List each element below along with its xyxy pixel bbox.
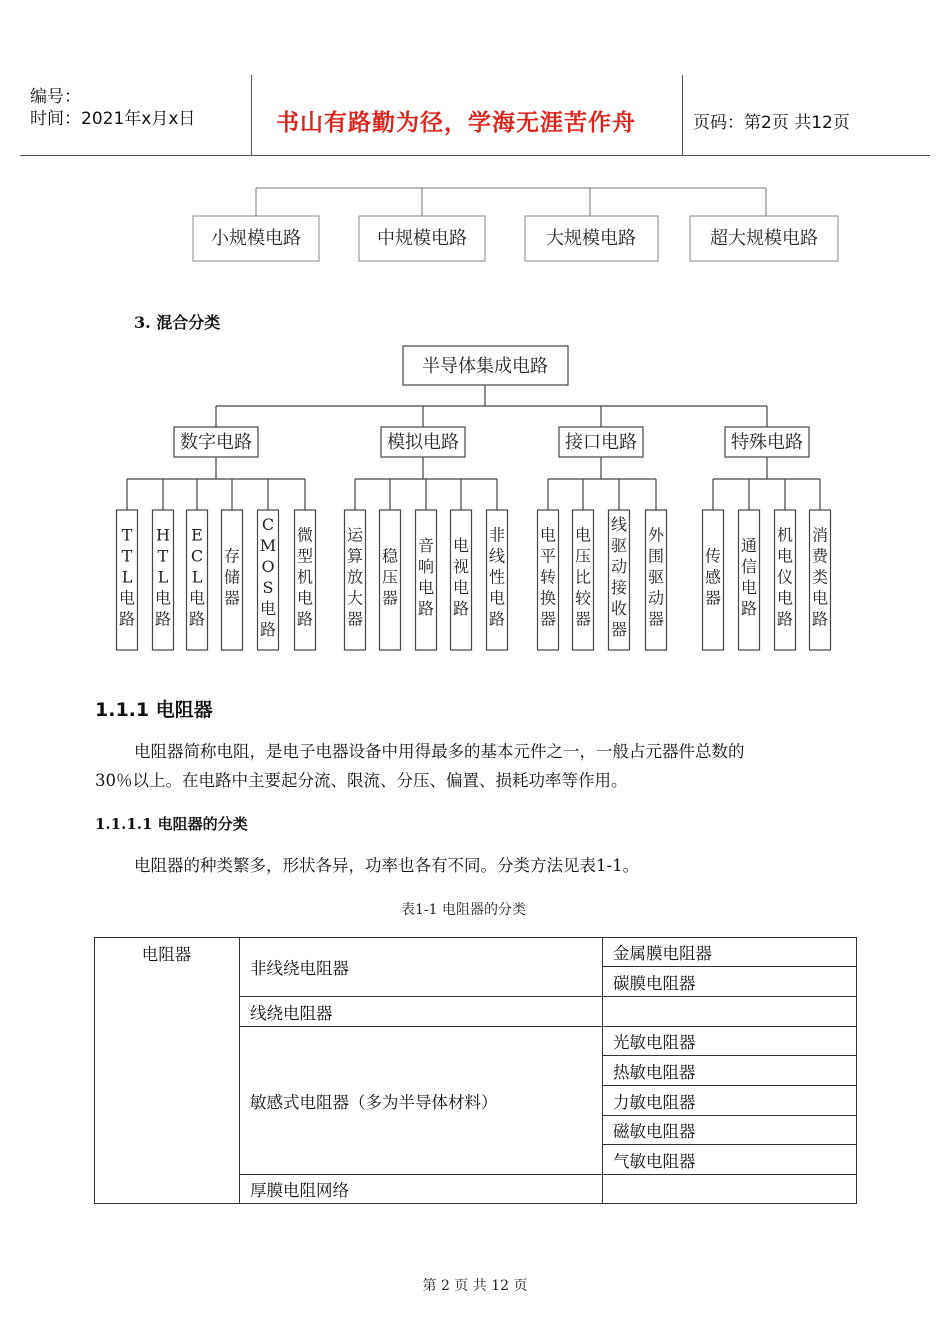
leaf-label: 电压比较器 [574, 525, 592, 629]
paragraph: 电阻器的种类繁多，形状各异，功率也各有不同。分类方法见表1-1。 [134, 856, 640, 875]
leaf-label: 通信电路 [740, 536, 758, 618]
paragraph-line: 30％以上。在电路中主要起分流、限流、分压、偏置、损耗功率等作用。 [95, 771, 628, 790]
table-cell-subtype [603, 1175, 856, 1203]
scale-label: 大规模电路 [546, 228, 636, 249]
leaf-label: E C L 电路 [188, 525, 206, 629]
leaf-label: 音响电路 [417, 536, 435, 618]
leaf-label: 电视电路 [452, 536, 470, 618]
mixed-tree-diagram [0, 340, 950, 660]
table-cell-type: 敏感式电阻器（多为半导体材料） [250, 1092, 498, 1112]
table-cell-subtype: 热敏电阻器 [613, 1062, 696, 1082]
table-cell-subtype [603, 997, 856, 1026]
serial-label: 编号： [30, 87, 81, 107]
table-cell-type: 线绕电阻器 [250, 1003, 333, 1023]
leaf-label: 非线性电路 [488, 525, 506, 629]
page-info: 页码：第2页 共12页 [693, 113, 850, 133]
group-label: 模拟电路 [387, 432, 459, 453]
leaf-label: 线驱动接收器 [610, 515, 628, 639]
scale-label: 超大规模电路 [710, 228, 818, 249]
table-cell-subtype: 磁敏电阻器 [613, 1122, 696, 1141]
table-cell-subtype: 力敏电阻器 [613, 1092, 696, 1112]
table-cell-subtype: 气敏电阻器 [613, 1151, 696, 1171]
scale-label: 中规模电路 [377, 228, 467, 249]
table-cell-subtype: 光敏电阻器 [613, 1033, 696, 1052]
root-label: 半导体集成电路 [422, 356, 548, 377]
leaf-label: 电平转换器 [539, 525, 557, 629]
leaf-label: 运算放大器 [346, 525, 364, 629]
leaf-label: 稳压器 [381, 546, 399, 608]
leaf-group [117, 510, 831, 650]
scale-label: 小规模电路 [211, 228, 301, 249]
page-footer: 第 2 页 共 12 页 [422, 1278, 528, 1294]
header-divider [682, 75, 683, 156]
header-motto: 书山有路勤为径，学海无涯苦作舟 [276, 110, 636, 136]
leaf-label: H T L 电路 [154, 525, 172, 629]
group-label: 接口电路 [565, 432, 637, 453]
subsection-heading: 1.1.1.1 电阻器的分类 [95, 815, 248, 833]
table-cell-subtype: 金属膜电阻器 [613, 943, 712, 963]
leaf-label: 存储器 [223, 546, 241, 608]
table-cell-type: 非线绕电阻器 [250, 958, 349, 978]
time-label: 时间：2021年x月x日 [30, 109, 196, 129]
table-caption: 表1-1 电阻器的分类 [401, 902, 526, 918]
scale-diagram [0, 180, 950, 270]
group-label: 数字电路 [180, 432, 252, 453]
table-cell-category: 电阻器 [141, 945, 192, 964]
leaf-label: T T L 电路 [118, 525, 136, 629]
leaf-label: 微型机电路 [296, 525, 314, 629]
table-cell-subtype: 碳膜电阻器 [613, 973, 696, 993]
resistor-table [94, 937, 857, 1204]
leaf-label: 消费类电路 [811, 525, 829, 629]
header-divider [251, 75, 252, 156]
table-cell-type: 厚膜电阻网络 [250, 1181, 349, 1200]
group-label: 特殊电路 [731, 432, 803, 453]
leaf-label: 传感器 [704, 546, 722, 608]
leaf-label: 机电仪电路 [776, 525, 794, 629]
leaf-label: C M O S 电路 [259, 515, 277, 639]
paragraph-line: 电阻器简称电阻，是电子电器设备中用得最多的基本元件之一，一般占元器件总数的 [134, 742, 745, 761]
leaf-label: 外围驱动器 [647, 525, 665, 629]
mixed-heading: 3. 混合分类 [134, 313, 221, 332]
header-rule [20, 155, 930, 156]
section-heading: 1.1.1 电阻器 [95, 699, 213, 721]
